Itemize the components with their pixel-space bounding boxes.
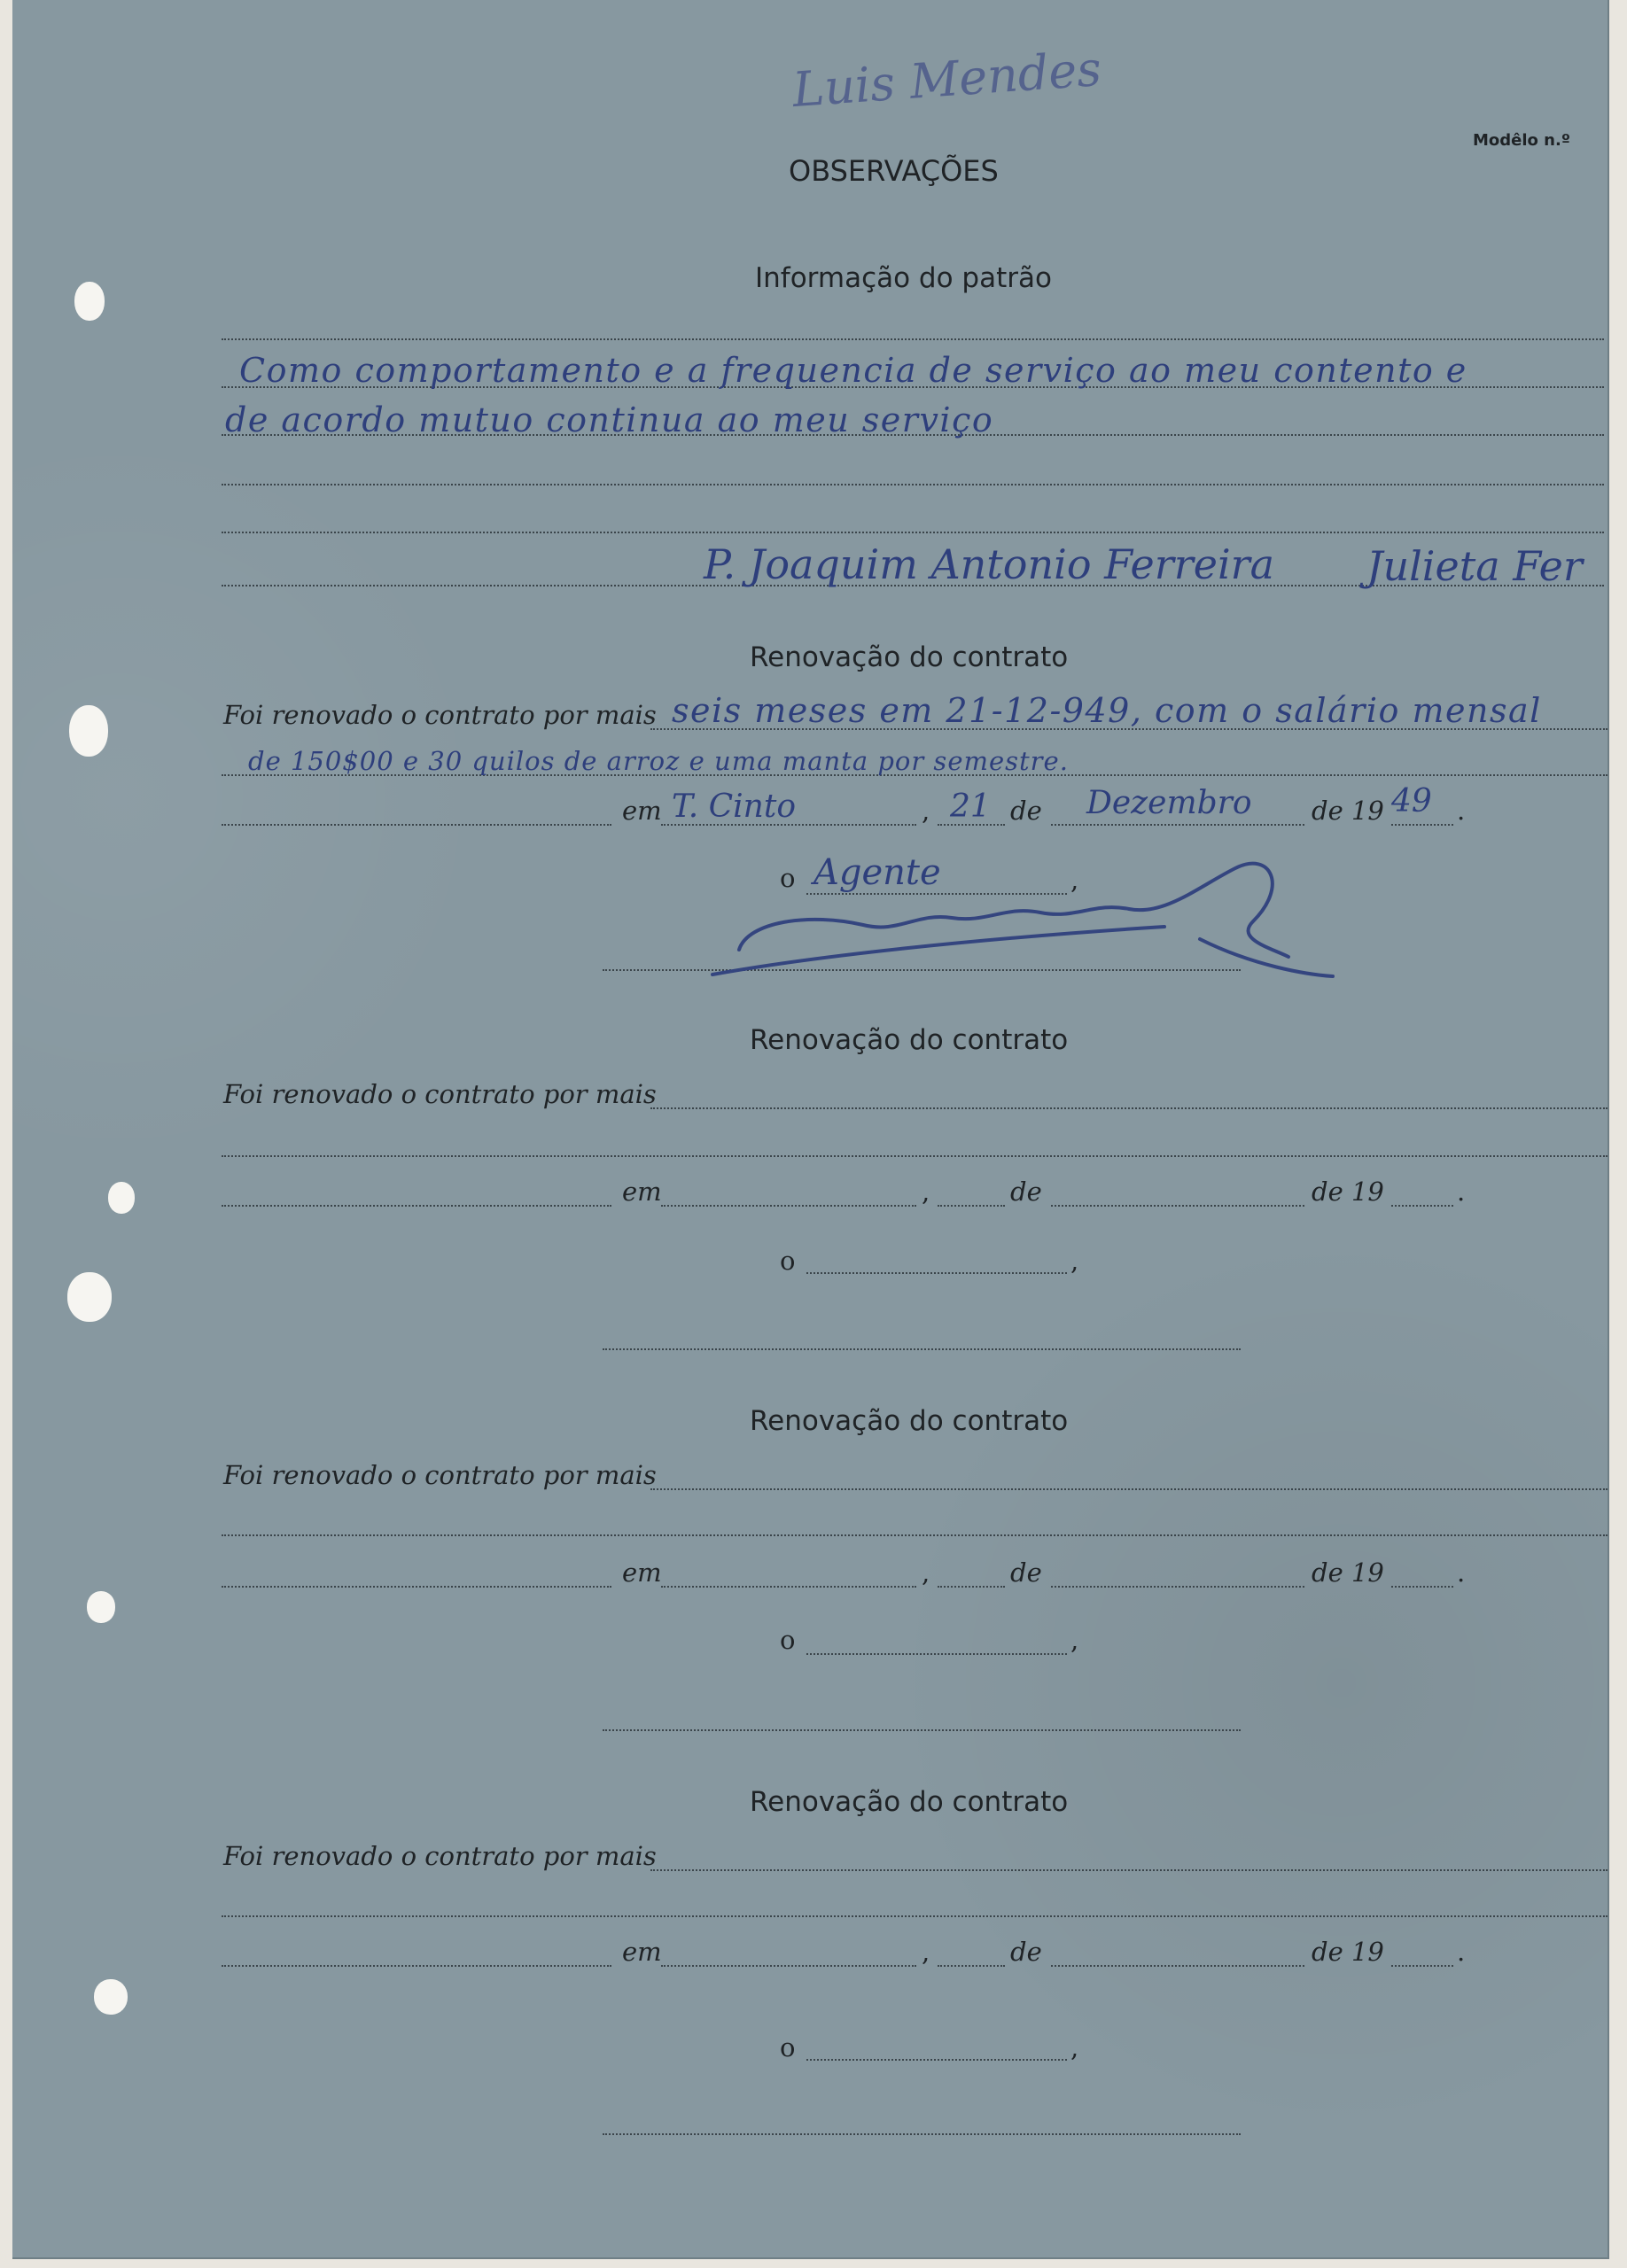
year-line bbox=[1391, 1586, 1453, 1588]
agent-signature-scribble bbox=[704, 850, 1368, 992]
renewal-term-line bbox=[650, 1107, 1608, 1109]
comma: , bbox=[922, 796, 930, 826]
agent-line bbox=[806, 2059, 1067, 2061]
agent-title: Agente bbox=[814, 852, 941, 893]
period: . bbox=[1457, 796, 1466, 826]
renewal-term-line bbox=[222, 1915, 1608, 1917]
signature-line bbox=[603, 1729, 1241, 1731]
place-line bbox=[661, 1965, 916, 1967]
form-sheet bbox=[12, 0, 1609, 2259]
punch-hole bbox=[69, 705, 108, 757]
employer-info-title: Informação do patrão bbox=[755, 262, 1052, 294]
o-label: o bbox=[780, 2032, 796, 2062]
day-line bbox=[938, 1205, 1005, 1207]
renewal-term-line bbox=[222, 1155, 1608, 1157]
renewal-term-line bbox=[650, 1488, 1608, 1490]
employer-info-line bbox=[222, 532, 1604, 533]
month-line bbox=[1051, 1586, 1304, 1588]
o-label: o bbox=[780, 1246, 796, 1276]
employer-info-line bbox=[222, 484, 1604, 485]
comma: , bbox=[922, 1177, 930, 1207]
renewal-term-line2: de 150$00 e 30 quilos de arroz e uma manta por semestre. bbox=[248, 746, 1069, 776]
month-line bbox=[1051, 824, 1304, 826]
model-number-label: Modêlo n.º bbox=[1473, 131, 1570, 150]
de-19-label: de 19 bbox=[1312, 1177, 1384, 1207]
punch-hole bbox=[67, 1272, 112, 1322]
place-prefix-line bbox=[222, 824, 611, 826]
comma: , bbox=[922, 1937, 930, 1967]
place-prefix-line bbox=[222, 1586, 611, 1588]
year-line bbox=[1391, 1965, 1453, 1967]
comma: , bbox=[1070, 1625, 1079, 1655]
agent-line bbox=[806, 1653, 1067, 1655]
de-19-label: de 19 bbox=[1312, 796, 1384, 826]
de-label: de bbox=[1010, 796, 1042, 826]
renewal-term: seis meses em 21-12-949, com o salário mensal bbox=[672, 691, 1542, 730]
agent-line bbox=[806, 1272, 1067, 1274]
renewal-title: Renovação do contrato bbox=[750, 1024, 1069, 1056]
day-line bbox=[938, 1586, 1005, 1588]
em-label: em bbox=[622, 796, 662, 826]
renewal-title: Renovação do contrato bbox=[750, 1405, 1069, 1437]
comma: , bbox=[1070, 2032, 1079, 2062]
renewal-title: Renovação do contrato bbox=[750, 641, 1069, 673]
period: . bbox=[1457, 1177, 1466, 1207]
de-label: de bbox=[1010, 1937, 1042, 1967]
employer-signature-2: Julieta Fer bbox=[1366, 542, 1583, 590]
o-label: o bbox=[780, 1625, 796, 1655]
renewal-day: 21 bbox=[950, 788, 991, 825]
employer-signature: P. Joaquim Antonio Ferreira bbox=[704, 540, 1275, 588]
month-line bbox=[1051, 1205, 1304, 1207]
renewal-term-line bbox=[222, 1534, 1608, 1536]
comma: , bbox=[1070, 1246, 1079, 1276]
em-label: em bbox=[622, 1557, 662, 1588]
year-line bbox=[1391, 824, 1453, 826]
place-line bbox=[661, 1205, 916, 1207]
period: . bbox=[1457, 1937, 1466, 1967]
employer-info-line bbox=[222, 338, 1604, 340]
punch-hole bbox=[108, 1182, 135, 1214]
renewal-prefix: Foi renovado o contrato por mais bbox=[223, 700, 657, 730]
punch-hole bbox=[74, 282, 105, 321]
day-line bbox=[938, 1965, 1005, 1967]
renewal-term-line bbox=[650, 1869, 1608, 1871]
employer-info-text: Como comportamento e a frequencia de serviço ao meu contento e bbox=[239, 351, 1467, 390]
place-prefix-line bbox=[222, 1965, 611, 1967]
period: . bbox=[1457, 1557, 1466, 1588]
renewal-prefix: Foi renovado o contrato por mais bbox=[223, 1841, 657, 1871]
de-label: de bbox=[1010, 1177, 1042, 1207]
month-line bbox=[1051, 1965, 1304, 1967]
renewal-prefix: Foi renovado o contrato por mais bbox=[223, 1079, 657, 1109]
renewal-year: 49 bbox=[1391, 783, 1432, 819]
place-prefix-line bbox=[222, 1205, 611, 1207]
em-label: em bbox=[622, 1177, 662, 1207]
year-line bbox=[1391, 1205, 1453, 1207]
renewal-place: T. Cinto bbox=[672, 788, 796, 825]
renewal-prefix: Foi renovado o contrato por mais bbox=[223, 1460, 657, 1490]
em-label: em bbox=[622, 1937, 662, 1967]
comma: , bbox=[922, 1557, 930, 1588]
punch-hole bbox=[94, 1979, 128, 2015]
signature-line bbox=[603, 2133, 1241, 2135]
punch-hole bbox=[87, 1591, 115, 1623]
place-line bbox=[661, 1586, 916, 1588]
comma: , bbox=[1070, 865, 1079, 895]
de-label: de bbox=[1010, 1557, 1042, 1588]
o-label: o bbox=[780, 863, 796, 893]
de-19-label: de 19 bbox=[1312, 1937, 1384, 1967]
renewal-month: Dezembro bbox=[1086, 785, 1252, 821]
de-19-label: de 19 bbox=[1312, 1557, 1384, 1588]
page-title: OBSERVAÇÕES bbox=[789, 154, 999, 188]
employer-info-text: de acordo mutuo continua ao meu serviço bbox=[225, 400, 994, 439]
margin-signature: Luis Mendes bbox=[790, 40, 1103, 119]
signature-line bbox=[603, 1348, 1241, 1350]
renewal-title: Renovação do contrato bbox=[750, 1786, 1069, 1818]
